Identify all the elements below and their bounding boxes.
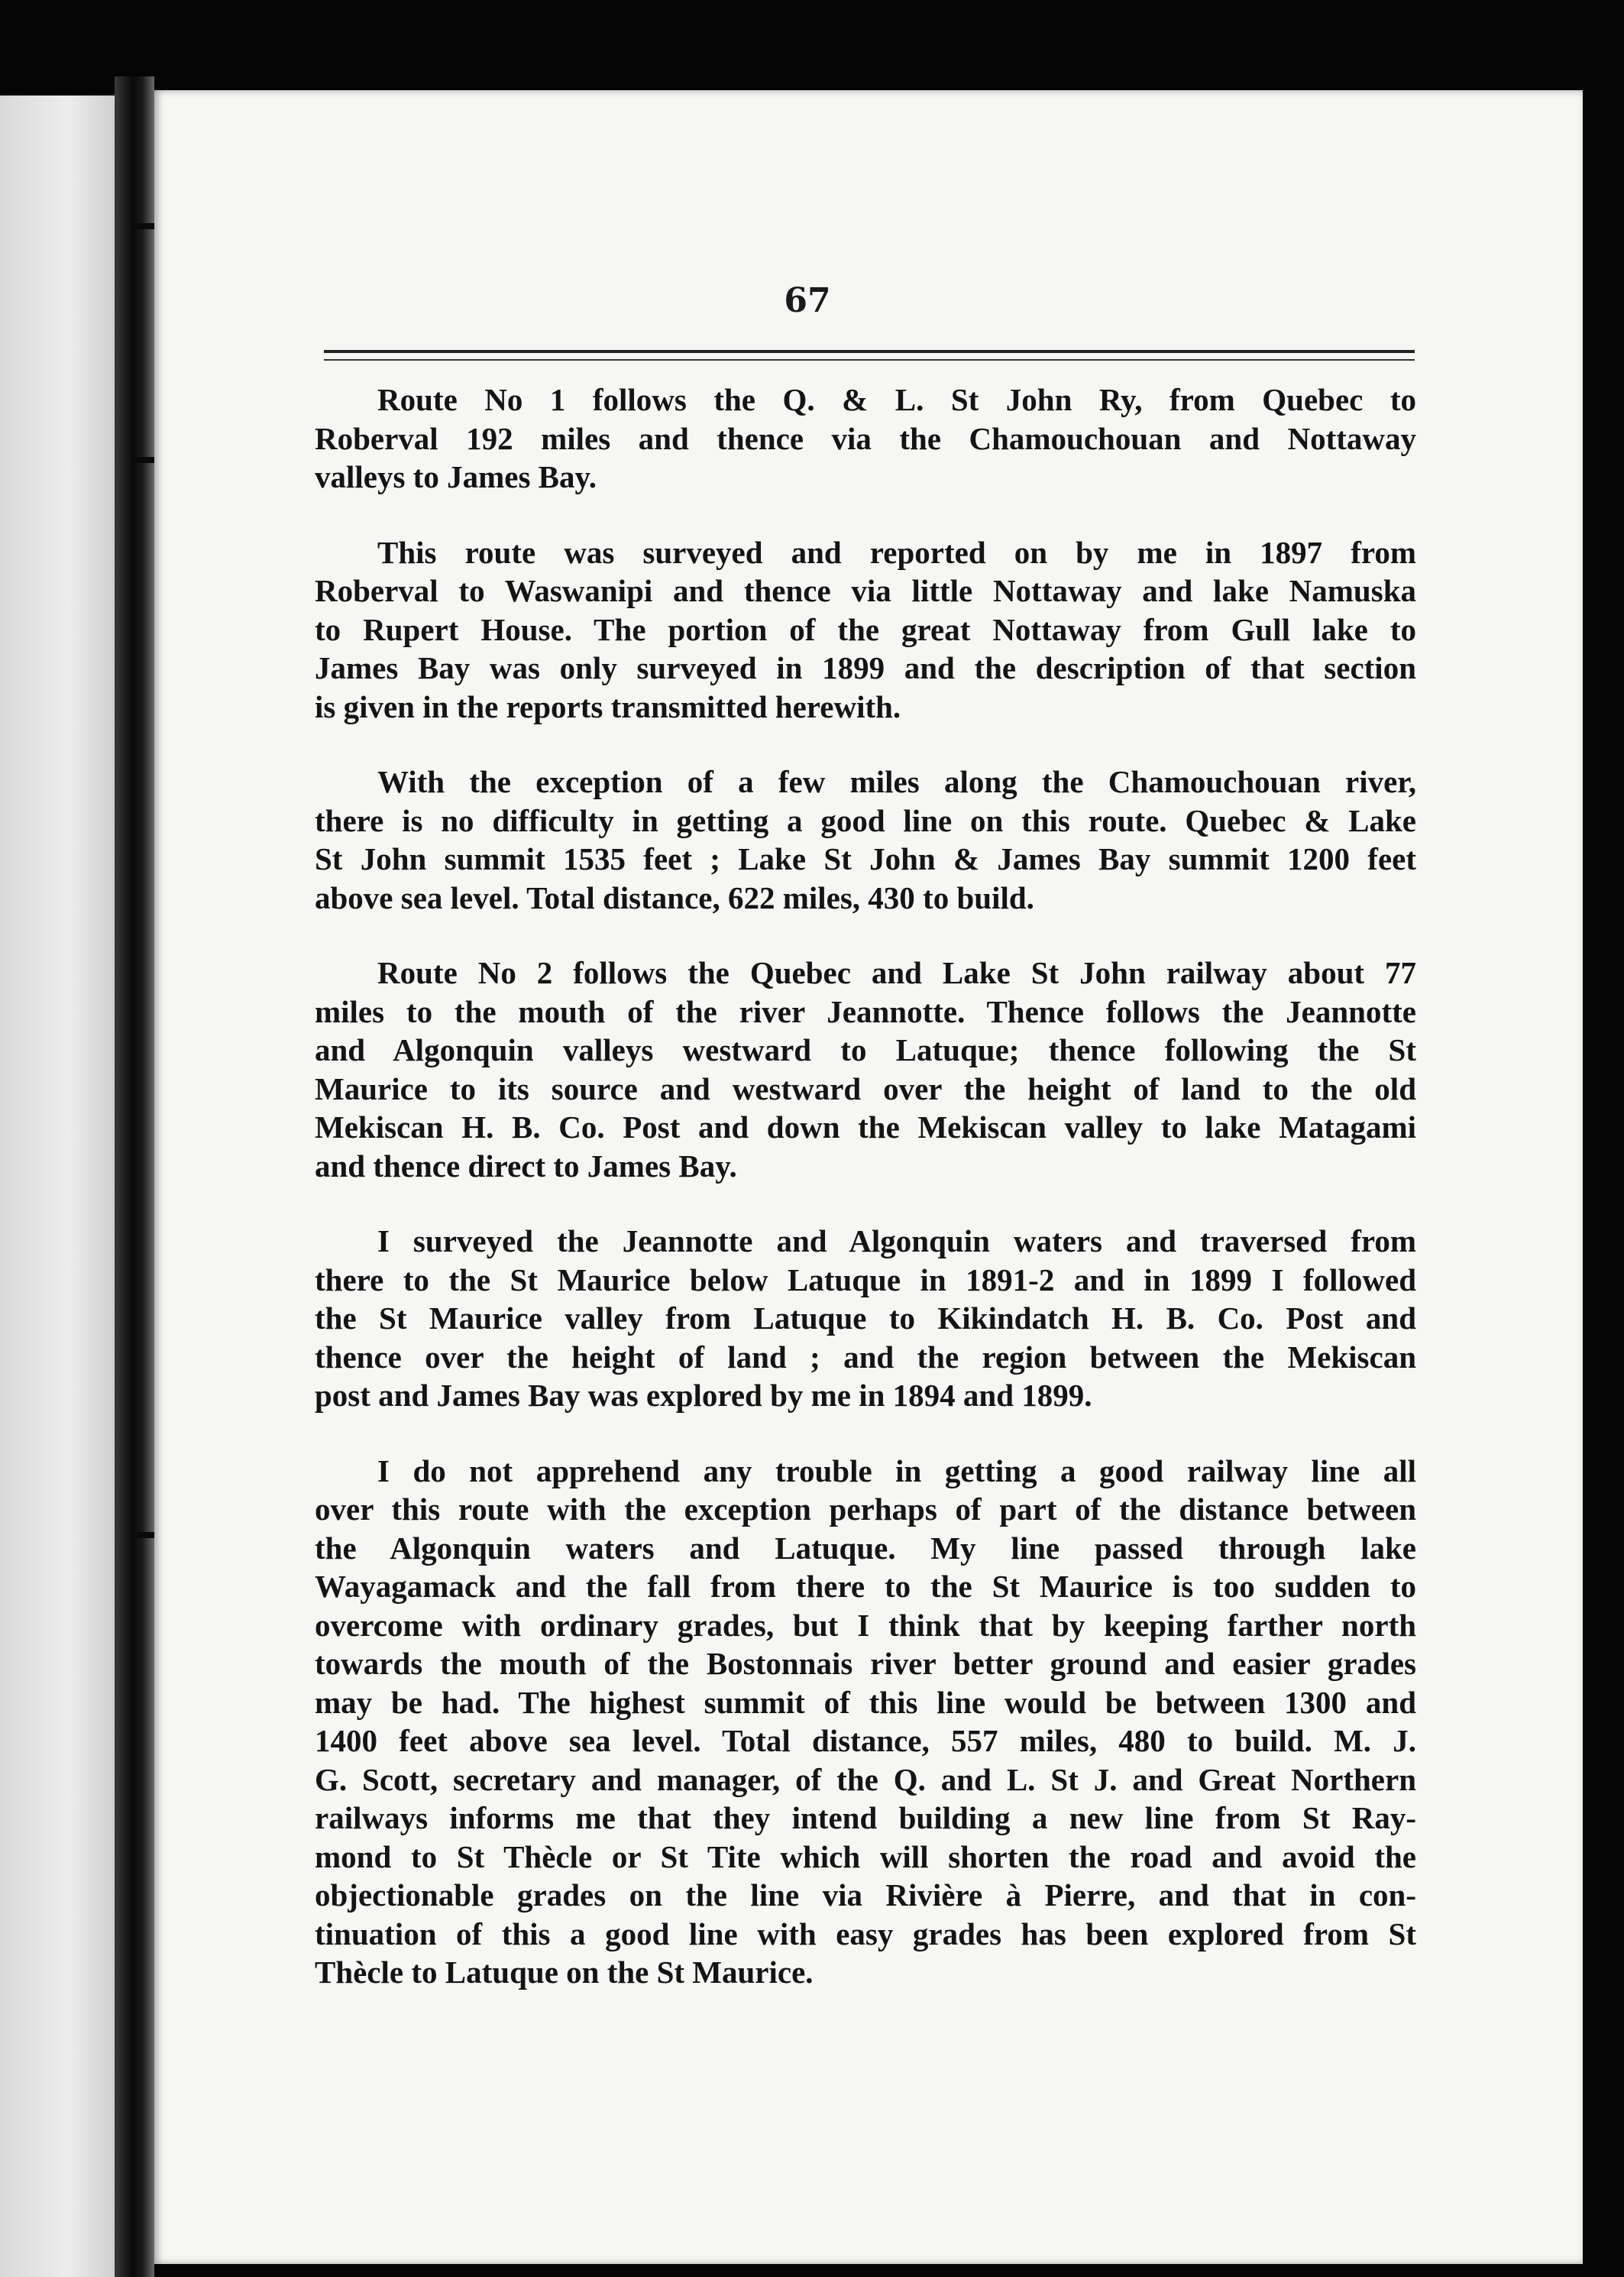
text-line: there is no difficulty in getting a good line on this route. Quebec & Lake [315,802,1416,838]
text-line: Thècle to Latuque on the St Maurice. [315,1955,814,1990]
text-line: post and James Bay was explored by me in 1894 and 1899. [315,1378,1092,1413]
text-line: Route No 2 follows the Quebec and Lake St John railway about 77 [377,955,1416,990]
text-line: G. Scott, secretary and manager, of the Q. and L. St J. and Great Northern [315,1761,1416,1797]
text-line: valleys to James Bay. [315,459,597,494]
book-gutter [115,76,154,2277]
text-line: may be had. The highest summit of this line would be between 1300 and [315,1684,1416,1720]
text-line: tinuation of this a good line with easy grades has been explored from St [315,1916,1416,1951]
text-line: Roberval to Waswanipi and thence via little Nottaway and lake Namuska [315,573,1416,608]
text-line: I surveyed the Jeannotte and Algonquin waters and traversed from [377,1223,1416,1258]
text-line: Maurice to its source and westward over the height of land to the old [315,1070,1416,1106]
paragraph-route-1-survey [315,533,1416,727]
text-line: over this route with the exception perhaps of part of the distance between [315,1492,1416,1527]
text-line: I do not apprehend any trouble in getting a good railway line all [377,1453,1416,1488]
text-line: objectionable grades on the line via Rivière à Pierre, and that in con- [315,1877,1416,1913]
paragraph-route-2 [315,954,1416,1185]
header-double-rule [324,350,1415,361]
text-line: Route No 1 follows the Q. & L. St John Ry, from Quebec to [377,382,1416,417]
book-page [154,90,1583,2264]
paragraph-route-1 [315,381,1416,497]
text-line: mond to St Thècle or St Tite which will shorten the road and avoid the [315,1838,1416,1874]
text-line: towards the mouth of the Bostonnais river better ground and easier grades [315,1646,1416,1681]
text-line: and Algonquin valleys westward to Latuque; thence following the St [315,1032,1416,1067]
text-line: the Algonquin waters and Latuque. My line passed through lake [315,1530,1416,1566]
text-line: and thence direct to James Bay. [315,1148,737,1184]
text-line: above sea level. Total distance, 622 miles, 430 to build. [315,879,1034,915]
text-line: the St Maurice valley from Latuque to Kikindatch H. B. Co. Post and [315,1300,1416,1336]
text-line: With the exception of a few miles along the Chamouchouan river, [377,764,1416,799]
paragraph-route-2-grades [315,1452,1416,1992]
page-number: 67 [784,281,831,320]
text-line: miles to the mouth of the river Jeannotte. Thence follows the Jeannotte [315,993,1416,1029]
text-line: 1400 feet above sea level. Total distance, 557 miles, 480 to build. M. J. [315,1723,1416,1758]
facing-page-edge [0,96,115,2277]
text-line: Wayagamack and the fall from there to the St Maurice is too sudden to [315,1569,1416,1604]
text-line: This route was surveyed and reported on by me in 1897 from [377,534,1416,570]
text-line: Roberval 192 miles and thence via the Chamouchouan and Nottaway [315,420,1416,456]
text-line: thence over the height of land ; and the region between the Mekiscan [315,1339,1416,1375]
text-line: James Bay was only surveyed in 1899 and the description of that section [315,650,1416,685]
paragraph-route-1-summit [315,763,1416,917]
text-line: to Rupert House. The portion of the great Nottaway from Gull lake to [315,611,1416,647]
text-line: railways informs me that they intend building a new line from St Ray- [315,1800,1416,1835]
text-line: there to the St Maurice below Latuque in 1891-2 and in 1899 I followed [315,1262,1416,1297]
text-line: overcome with ordinary grades, but I think that by keeping farther north [315,1607,1416,1643]
page-text-body [315,381,1416,2029]
text-line: Mekiscan H. B. Co. Post and down the Mekiscan valley to lake Matagami [315,1109,1416,1145]
text-line: St John summit 1535 feet ; Lake St John & James Bay summit 1200 feet [315,841,1416,876]
text-line: is given in the reports transmitted herewith. [315,688,901,724]
paragraph-route-2-survey [315,1222,1416,1415]
